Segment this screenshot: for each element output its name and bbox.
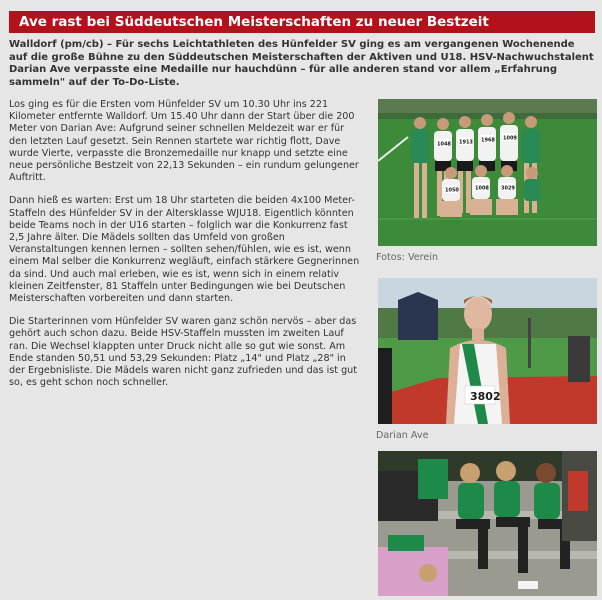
paragraph: Dann hieß es warten: Erst um 18 Uhr starteten die beiden 4x100 Meter-Staffeln des Hünfelder SV in der Altersklasse WJU18. Eigentlich könnten beide Teams noch in der U16 starten – folglich war die Konkurrenz fast 2,5 Jahre älter. Die Mädels sollten das Umfeld von großen Veranstaltungen kennen lernen – sollten sehen/fühlen, wie es ist, wenn einem Mal selber die Konkurrenz wegläuft, einfach stärkere Gegnerinnen da sind. Und auch mal erleben, wie es ist, wenn sich in einem relativ kleinen Zeitfenster, 81 Staffeln unter Bedingungen wie bei Deutschen Meisterschaften vorbereiten und dann starten.: [9, 195, 360, 305]
paragraph: Los ging es für die Ersten vom Hünfelder SV um 10.30 Uhr ins 221 Kilometer entfernte Walldorf. Um 15.40 Uhr dann der Start über die 200 Meter von Darian Ave: Aufgrund seiner schnellen Meldezeit war er für den letzten Lauf gesetzt. Sein Rennen startete war richtig flott, Dave wurde Vierte, verpasste die Bronzemedaille nur knapp und setzte eine neue persönliche Bestzeit von 22,13 Sekunden – ein rundum gelungener Auftritt.: [9, 99, 359, 184]
team-resting-photo: [378, 451, 597, 596]
paragraph: Die Starterinnen vom Hünfelder SV waren ganz schön nervös – aber das gehört auch schon dazu. Beide HSV-Staffeln mussten im zweiten Lauf ran. Die Wechsel klappten unter Druck nicht alle so gut wie sonst. Am Ende standen 50,51 und 53,29 Sekunden: Platz „14" und Platz „28" in der Ergebnisliste. Die Mädels waren nicht ganz zufrieden und das ist gut so, es geht schon noch schneller.: [9, 316, 357, 389]
article-title: Ave rast bei Süddeutschen Meisterschaften zu neuer Bestzeit: [9, 11, 595, 33]
bib-number: 1913: [459, 139, 473, 146]
bib-number: 3029: [501, 185, 515, 192]
photo-caption: Darian Ave: [376, 430, 429, 441]
team-photo: [378, 99, 597, 246]
article-body: [9, 99, 364, 400]
bib-number: 1008: [475, 185, 489, 192]
bib-number: 1968: [481, 137, 495, 144]
bib-number: 1048: [437, 141, 451, 148]
athlete-photo: [378, 278, 597, 424]
article-lead: Walldorf (pm/cb) – Für sechs Leichtathleten des Hünfelder SV ging es am vergangenen Wochenende auf die große Bühne zu den Süddeutschen Meisterschaften der Aktiven und U18. HSV-Nachwuchstalent Darian Ave verpasste eine Medaille nur hauchdünn – für alle anderen stand vor allem „Erfahrung sammeln" auf der To-Do-Liste.: [9, 39, 594, 89]
bib-number: 3802: [470, 390, 501, 403]
photo-caption: Fotos: Verein: [376, 252, 439, 263]
bib-number: 1009: [503, 135, 517, 142]
bib-number: 1050: [445, 187, 459, 194]
